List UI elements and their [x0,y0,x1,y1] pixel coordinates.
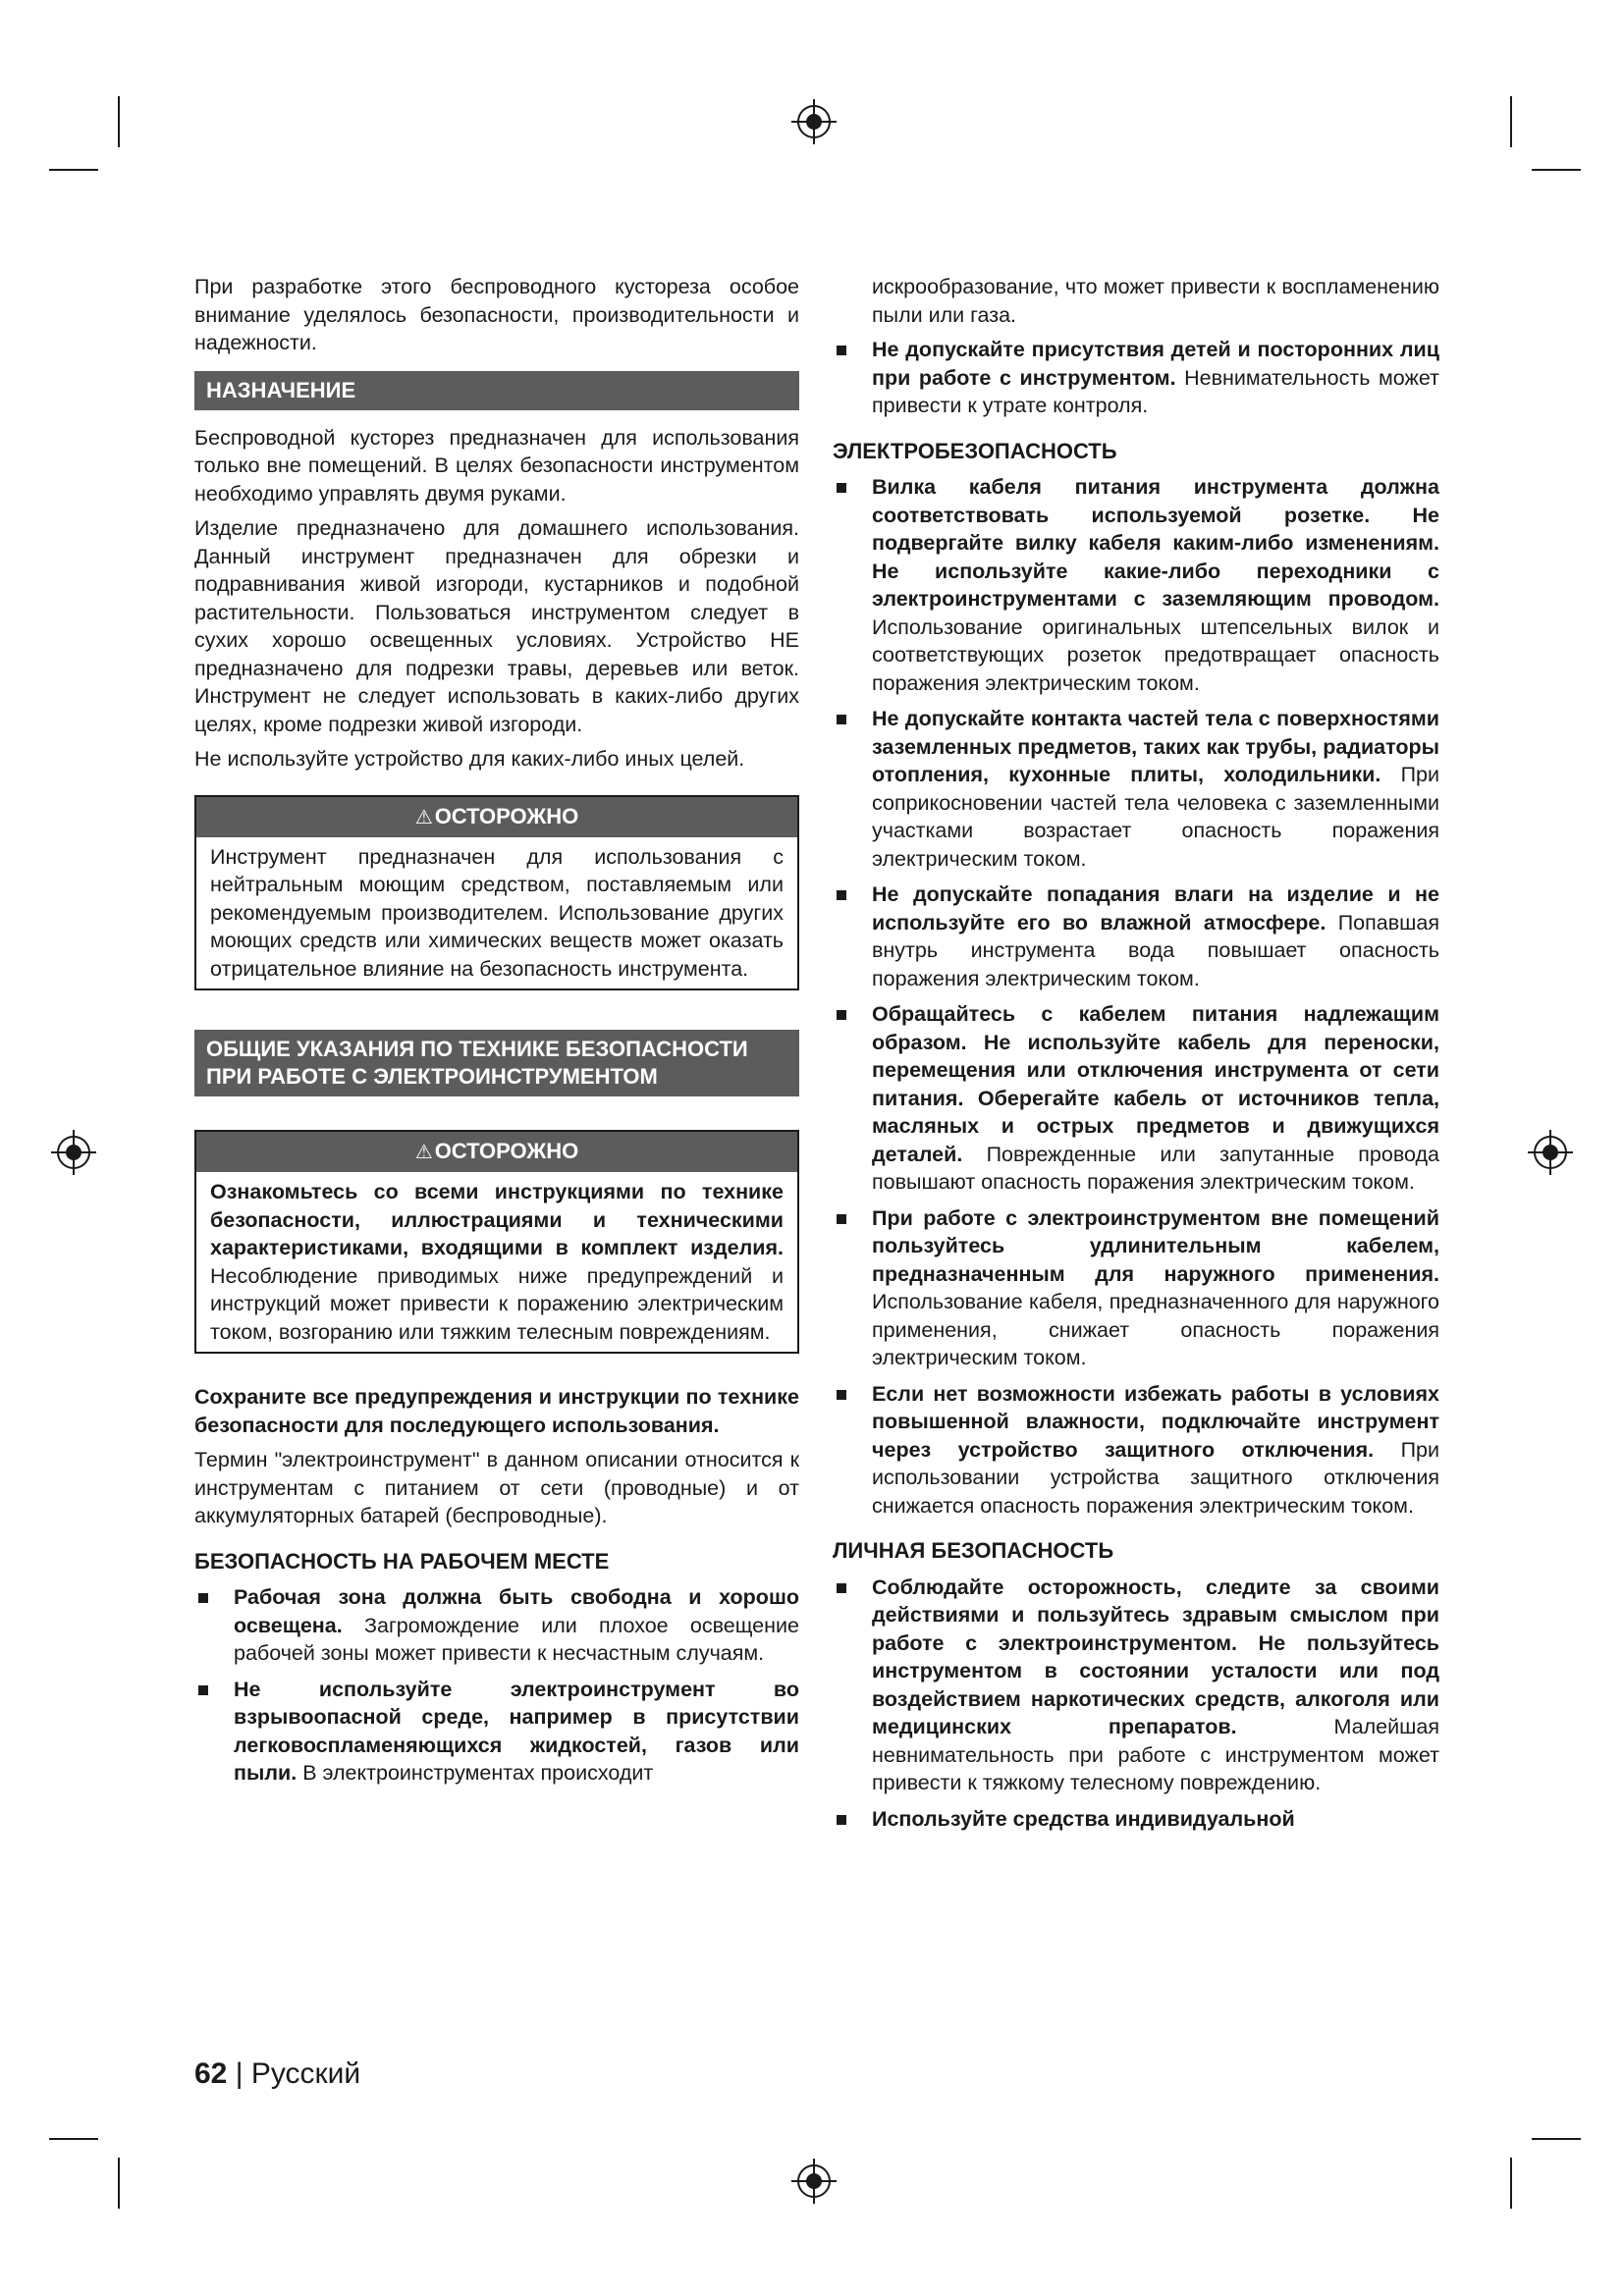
footer-language: Русский [250,2057,361,2090]
crop-mark [1532,169,1581,171]
warning-title: ⚠ОСТОРОЖНО [196,797,797,837]
purpose-paragraph-1: Беспроводной кусторез предназначен для использования только вне помещений. В целях безопасности инструментом необходимо управлять двумя руками. [194,425,799,506]
personal-safety-heading: ЛИЧНАЯ БЕЗОПАСНОСТЬ [833,1538,1114,1563]
crop-mark [1532,2138,1581,2140]
warning-triangle-icon: ⚠ [414,1142,433,1163]
registration-mark-icon [57,1136,90,1169]
page-footer [194,2057,360,2091]
crop-mark [118,96,120,147]
crop-mark [118,2158,120,2209]
left-column [194,273,799,1795]
continuation-paragraph: искрообразование, что может привести к воспламенению пыли или газа. [872,275,1439,327]
warning-triangle-icon: ⚠ [414,806,433,828]
list-item: Не допускайте присутствия детей и посторонних лиц при работе с инструментом. Невнимательность может привести к утрате контроля. [833,336,1439,420]
list-item: Используйте средства индивидуальной [833,1805,1439,1834]
list-item: Рабочая зона должна быть свободна и хорошо освещена. Загромождение или плохое освещение рабочей зоны может привести к несчастным случаям. [194,1583,799,1668]
purpose-paragraph-2: Изделие предназначено для домашнего использования. Данный инструмент предназначен для обрезки и подравнивания живой изгороди, кустарников и подобной растительности. Пользоваться инструментом следует в сухих хорошо освещенных условиях. Устройство НЕ предназначено для подрезки травы, деревьев или веток. Инструмент не следует использовать в каких-либо других целях, кроме подрезки живой изгороди. [194,516,799,736]
list-item: Соблюдайте осторожность, следите за своими действиями и пользуйтесь здравым смыслом при работе с электроинструментом. Не пользуйтесь инструментом в состоянии усталости или под воздействием наркотических средств, алкоголя или медицинских препаратов. Малейшая невнимательность при работе с инструментом может привести к тяжкому телесному повреждению. [833,1574,1439,1797]
workplace-safety-heading: БЕЗОПАСНОСТЬ НА РАБОЧЕМ МЕСТЕ [194,1548,610,1574]
registration-mark-icon [797,2164,831,2198]
page-number: 62 [194,2057,228,2090]
intro-paragraph: При разработке этого беспроводного кустореза особое внимание уделялось безопасности, производительности и надежности. [194,275,799,354]
list-item: Обращайтесь с кабелем питания надлежащим образом. Не используйте кабель для переноски, перемещения или отключения инструмента от сети питания. Оберегайте кабель от источников тепла, масляных и острых предметов и движущихся деталей. Поврежденные или запутанные провода повышают опасность поражения электрическим током. [833,1000,1439,1197]
electrical-safety-heading: ЭЛЕКТРОБЕЗОПАСНОСТЬ [833,438,1117,463]
warning-box-2 [194,1130,799,1354]
purpose-paragraph-3: Не используйте устройство для каких-либо иных целей. [194,747,745,771]
warning-text: Ознакомьтесь со всеми инструкциями по технике безопасности, иллюстрациями и техническими характеристиками, входящими в комплект изделия. Несоблюдение приводимых ниже предупреждений и инструкций может привести к поражению электрическим током, возгоранию или тяжким телесным повреждениям. [210,1180,784,1344]
right-column [833,273,1439,1841]
list-item: При работе с электроинструментом вне помещений пользуйтесь удлинительным кабелем, предназначенным для наружного применения. Использование кабеля, предназначенного для наружного применения, снижает опасность поражения электрическим током. [833,1204,1439,1372]
list-item: Не допускайте попадания влаги на изделие и не используйте его во влажной атмосфере. Попавшая внутрь инструмента вода повышает опасность поражения электрическим током. [833,881,1439,992]
crop-mark [1510,96,1512,147]
general-safety-header: ОБЩИЕ УКАЗАНИЯ ПО ТЕХНИКЕ БЕЗОПАСНОСТИ ПРИ РАБОТЕ С ЭЛЕКТРОИНСТРУМЕНТОМ [194,1030,799,1096]
warning-text: Инструмент предназначен для использования с нейтральным моющим средством, поставляемым или рекомендуемым производителем. Использование других моющих средств или химических веществ может оказать отрицательное влияние на безопасность инструмента. [210,844,784,981]
term-paragraph: Термин "электроинструмент" в данном описании относится к инструментам с питанием от сети (проводные) и от аккумуляторных батарей (беспроводные). [194,1448,799,1527]
registration-mark-icon [1534,1136,1567,1169]
crop-mark [1510,2158,1512,2209]
warning-box-1 [194,795,799,991]
list-item: Если нет возможности избежать работы в условиях повышенной влажности, подключайте инструмент через устройство защитного отключения. При использовании устройства защитного отключения снижается опасность поражения электрическим током. [833,1380,1439,1521]
registration-mark-icon [797,105,831,138]
crop-mark [49,169,98,171]
save-instructions: Сохраните все предупреждения и инструкции по технике безопасности для последующего использования. [194,1385,799,1437]
crop-mark [49,2138,98,2140]
list-item: Не допускайте контакта частей тела с поверхностями заземленных предметов, таких как трубы, радиаторы отопления, кухонные плиты, холодильники. При соприкосновении частей тела человека с заземленными участками возрастает опасность поражения электрическим током. [833,705,1439,873]
list-item: Не используйте электроинструмент во взрывоопасной среде, например в присутствии легковоспламеняющихся жидкостей, газов или пыли. В электроинструментах происходит [194,1676,799,1788]
list-item: Вилка кабеля питания инструмента должна соответствовать используемой розетке. Не подвергайте вилку кабеля каким-либо изменениям. Не используйте какие-либо переходники с электроинструментами с заземляющим проводом. Использование оригинальных штепсельных вилок и соответствующих розеток предотвращает опасность поражения электрическим током. [833,473,1439,697]
purpose-header: НАЗНАЧЕНИЕ [194,371,799,410]
footer-separator: | [235,2057,244,2090]
warning-title: ⚠ОСТОРОЖНО [196,1132,797,1172]
